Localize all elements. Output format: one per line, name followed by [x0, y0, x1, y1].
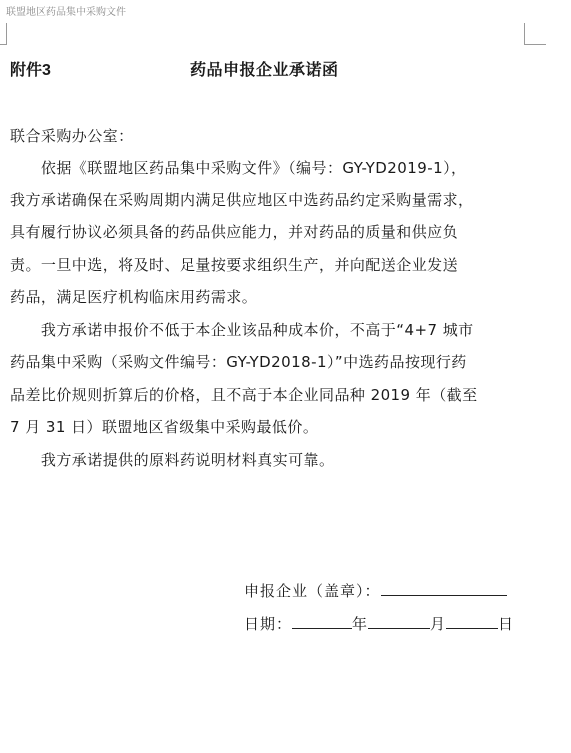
body-line: 7 月 31 日）联盟地区省级集中采购最低价。: [10, 418, 319, 436]
running-header: 联盟地区药品集中采购文件: [6, 7, 126, 18]
document-title: 药品申报企业承诺函: [190, 60, 339, 79]
body-line: 药品，满足医疗机构临床用药需求。: [10, 288, 258, 306]
header-corner-mark-right: [524, 23, 546, 45]
year-label: 年: [352, 615, 369, 633]
day-label: 日: [498, 615, 515, 633]
body-line: 我方承诺申报价不低于本企业该品种成本价，不高于“4+7 城市: [10, 321, 474, 339]
header-corner-mark-left: [0, 23, 7, 45]
company-label: 申报企业（盖章）：: [244, 582, 381, 600]
company-blank: [381, 581, 507, 596]
body-line: 具有履行协议必须具备的药品供应能力，并对药品的质量和供应负: [10, 223, 459, 241]
date-label: 日期：: [244, 615, 293, 633]
signature-date-row: [244, 613, 514, 634]
body-line: 品差比价规则折算后的价格，且不高于本企业同品种 2019 年（截至: [10, 386, 478, 404]
signature-company-row: [244, 580, 507, 601]
body-line: 药品集中采购（采购文件编号：GY-YD2018-1）”中选药品按现行药: [10, 353, 467, 371]
month-label: 月: [430, 615, 447, 633]
year-blank: [292, 614, 352, 629]
body-line: 依据《联盟地区药品集中采购文件》（编号：GY-YD2019-1），: [10, 159, 467, 177]
attachment-label: 附件3: [10, 62, 51, 79]
body-line: 我方承诺确保在采购周期内满足供应地区中选药品约定采购量需求，: [10, 191, 474, 209]
body-line: 我方承诺提供的原料药说明材料真实可靠。: [10, 451, 335, 469]
month-blank: [368, 614, 430, 629]
body-line: 责。一旦中选，将及时、足量按要求组织生产，并向配送企业发送: [10, 256, 459, 274]
salutation: 联合采购办公室：: [10, 127, 134, 145]
day-blank: [446, 614, 498, 629]
